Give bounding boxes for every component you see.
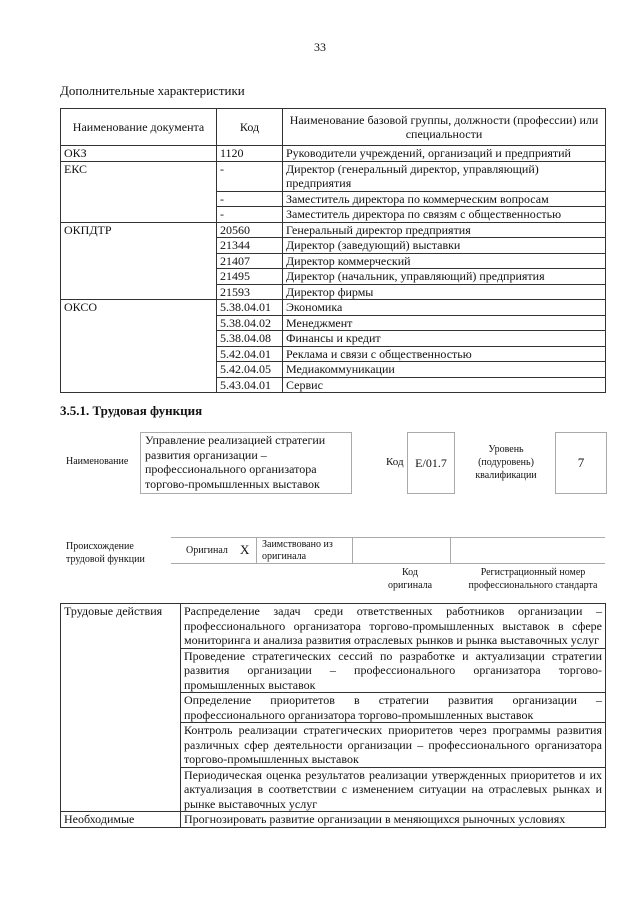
table-row: [61, 300, 606, 316]
borrowed-label: Заимствовано из оригинала: [262, 539, 333, 562]
classification-table: [60, 108, 606, 393]
table-row: [61, 812, 606, 828]
title-cell: Директор (начальник, управляющий) предприятия: [283, 269, 606, 285]
row-label: Необходимые: [61, 812, 181, 828]
original-label: Оригинал: [186, 545, 228, 556]
code-label: Код: [386, 456, 404, 468]
name-label: Наименование: [66, 456, 129, 467]
title-cell: Заместитель директора по коммерческим вопросам: [283, 191, 606, 207]
code-original-caption: Код оригинала: [387, 567, 433, 591]
origin-row: [171, 537, 605, 564]
code-cell: 21593: [217, 284, 283, 300]
title-cell: Финансы и кредит: [283, 331, 606, 347]
document-name-cell: ОКСО: [61, 300, 217, 393]
origin-label: Происхождение трудовой функции: [66, 541, 145, 565]
function-name-value: Управление реализацией стратегии развития организации – профессионального организатора торгово-промышленных выставок: [140, 432, 352, 494]
section-title: Дополнительные характеристики: [60, 83, 245, 98]
title-cell: Заместитель директора по связям с общественностью: [283, 207, 606, 223]
header-cell: Наименование документа: [61, 109, 217, 146]
section-title: 3.5.1. Трудовая функция: [60, 403, 203, 418]
labor-action: Определение приоритетов в стратегии развития организации – профессионального организатора торгово-промышленных выставок: [181, 693, 606, 723]
header-cell: Наименование базовой группы, должности (профессии) или специальности: [283, 109, 606, 146]
divider: [256, 537, 257, 563]
title-cell: Генеральный директор предприятия: [283, 222, 606, 238]
title-cell: Экономика: [283, 300, 606, 316]
labor-action: Контроль реализации стратегических приоритетов через программы развития различных сфер деятельности организации – профессионального организатора торгово-промышленных выставок: [181, 723, 606, 768]
title-cell: Реклама и связи с общественностью: [283, 346, 606, 362]
code-cell: -: [217, 207, 283, 223]
code-cell: 5.42.04.01: [217, 346, 283, 362]
table-row: [61, 604, 606, 649]
original-mark[interactable]: X: [240, 542, 250, 557]
code-cell: 21344: [217, 238, 283, 254]
title-cell: Сервис: [283, 377, 606, 393]
title-cell: Руководители учреждений, организаций и предприятий: [283, 146, 606, 162]
title-cell: Директор фирмы: [283, 284, 606, 300]
table-row: [61, 161, 606, 191]
title-cell: Директор коммерческий: [283, 253, 606, 269]
title-cell: Медиакоммуникации: [283, 362, 606, 378]
title-cell: Директор (заведующий) выставки: [283, 238, 606, 254]
row-label: Трудовые действия: [61, 604, 181, 812]
required-skill: Прогнозировать развитие организации в меняющихся рыночных условиях: [181, 812, 606, 828]
document-name-cell: ОКПДТР: [61, 222, 217, 300]
table-row: [61, 222, 606, 238]
code-value: E/01.7: [407, 432, 455, 494]
level-label: Уровень (подуровень) квалификации: [475, 444, 537, 481]
header-cell: Код: [217, 109, 283, 146]
page-number: 33: [314, 40, 326, 54]
level-value: 7: [555, 432, 607, 494]
labor-actions-table: [60, 603, 606, 828]
code-cell: 5.43.04.01: [217, 377, 283, 393]
code-cell: 1120: [217, 146, 283, 162]
labor-action: Периодическая оценка результатов реализации утвержденных приоритетов и их актуализация в соответствии с изменением ситуации на отраслевых рынках и рынке выставочных услуг: [181, 767, 606, 812]
labor-action: Распределение задач среди ответственных работников организации – профессионального организатора торгово-промышленных выставок в сфере мониторинга и анализа развития отраслевых рынков и рынка выставочных услуг: [181, 604, 606, 649]
document-name-cell: ЕКС: [61, 161, 217, 222]
code-cell: 5.38.04.02: [217, 315, 283, 331]
title-cell: Менеджмент: [283, 315, 606, 331]
code-cell: 5.38.04.08: [217, 331, 283, 347]
code-cell: 5.42.04.05: [217, 362, 283, 378]
code-cell: 20560: [217, 222, 283, 238]
table-row: [61, 146, 606, 162]
title-cell: Директор (генеральный директор, управляющий) предприятия: [283, 161, 606, 191]
code-cell: 5.38.04.01: [217, 300, 283, 316]
code-cell: -: [217, 161, 283, 191]
code-cell: 21407: [217, 253, 283, 269]
reg-number-caption: Регистрационный номер профессионального стандарта: [468, 567, 598, 591]
code-cell: 21495: [217, 269, 283, 285]
table-header-row: [61, 109, 606, 146]
divider: [450, 537, 451, 563]
code-cell: -: [217, 191, 283, 207]
labor-action: Проведение стратегических сессий по разработке и актуализации стратегии развития организации – профессионального организатора торгово-промышленных выставок: [181, 648, 606, 693]
document-name-cell: ОКЗ: [61, 146, 217, 162]
divider: [352, 537, 353, 563]
